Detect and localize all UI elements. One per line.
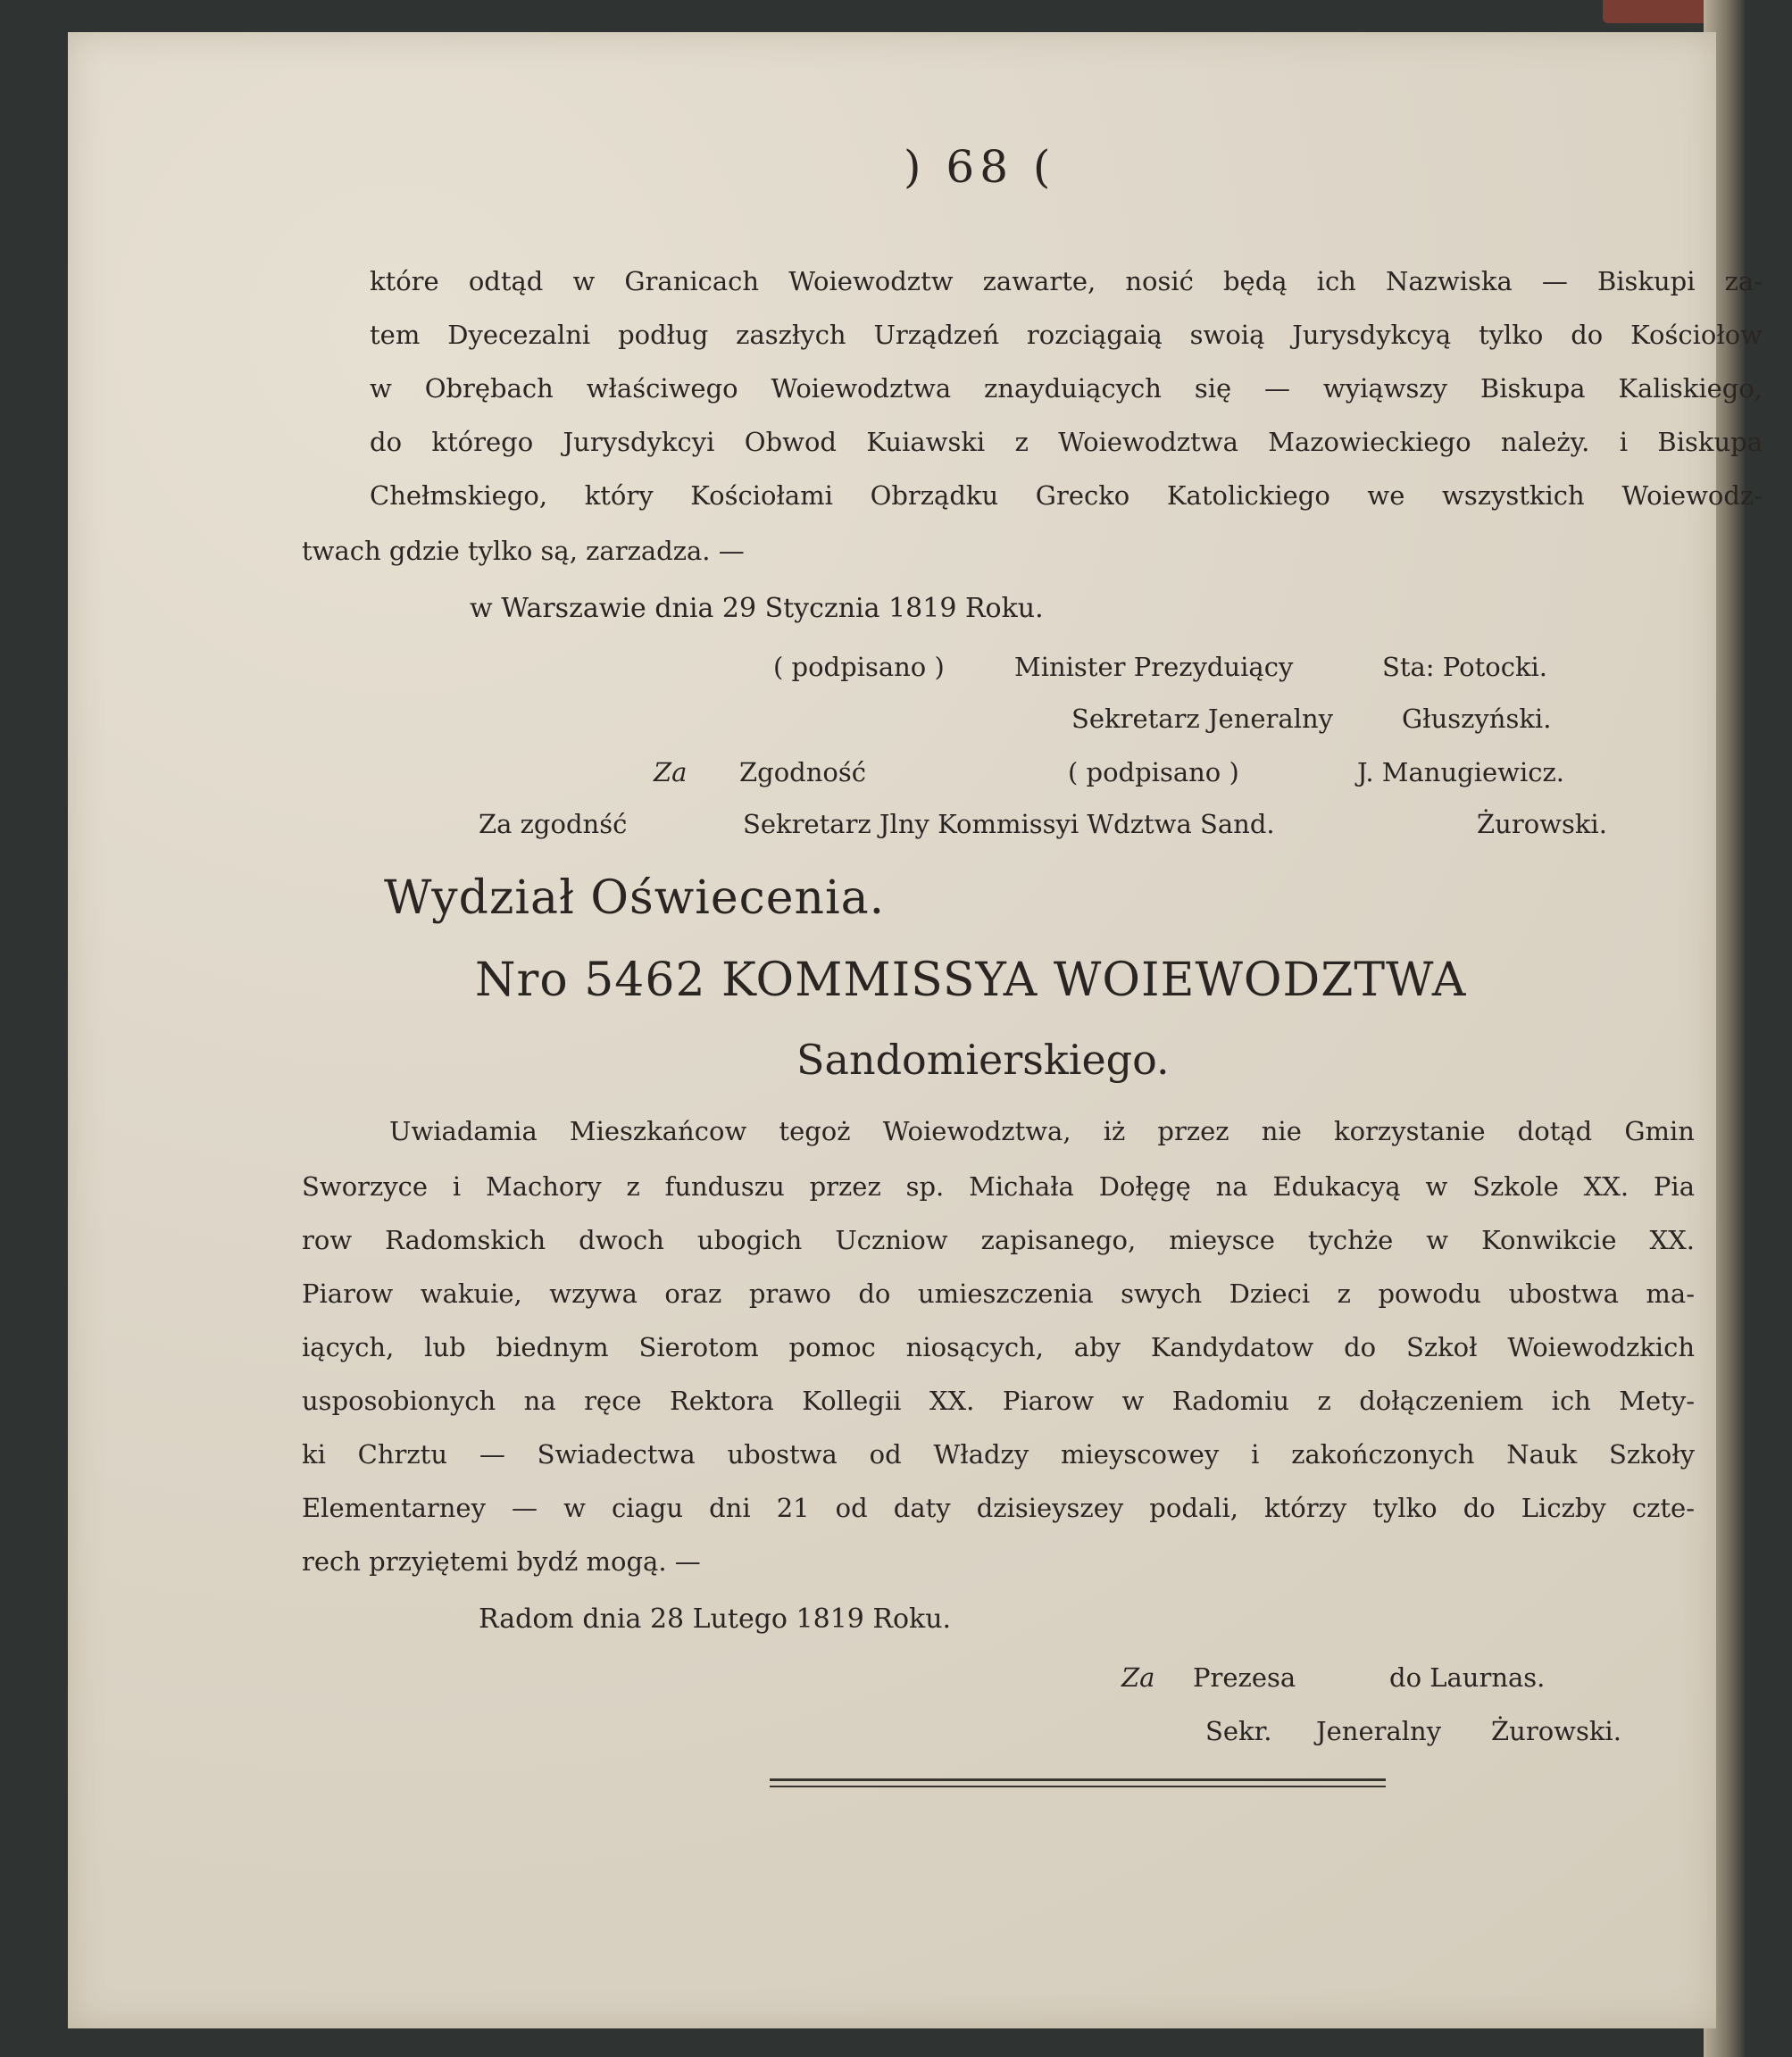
signature-name: Sta: Potocki. — [1382, 652, 1548, 682]
signature-name: do Laurnas. — [1389, 1662, 1546, 1693]
divider-rule — [770, 1786, 1386, 1787]
paragraph-line: twach gdzie tylko są, zarzadza. — — [302, 536, 745, 566]
signature-name: J. Manugiewicz. — [1357, 757, 1564, 787]
paragraph-line: rech przyiętemi bydź mogą. — — [302, 1546, 701, 1577]
paragraph-line: Piarow wakuie, wzywa oraz prawo do umieszczenia swych Dzieci z powodu ubostwa ma- — [302, 1278, 1695, 1309]
signature-title: Prezesa — [1193, 1662, 1296, 1693]
date-line: Radom dnia 28 Lutego 1819 Roku. — [479, 1603, 952, 1635]
signature-title: Jeneralny — [1316, 1716, 1442, 1746]
signature-title: Sekr. — [1205, 1716, 1272, 1746]
signature-title: Minister Prezyduiący — [1014, 652, 1294, 682]
signature-note: Zgodność — [739, 757, 866, 787]
paragraph-line: row Radomskich dwoch ubogich Uczniow zapisanego, mieysce tychże w Konwikcie XX. — [302, 1225, 1695, 1255]
signature-note: Za — [654, 757, 688, 787]
paragraph-line: Chełmskiego, który Kościołami Obrządku Grecko Katolickiego we wszystkich Woiewodz- — [370, 480, 1763, 511]
paragraph-line: w Obrębach właściwego Woiewodztwa znayduiących się — wyiąwszy Biskupa Kaliskiego, — [370, 373, 1763, 404]
signature-note: ( podpisano ) — [1068, 757, 1239, 787]
paragraph-line: Uwiadamia Mieszkańcow tegoż Woiewodztwa, iż przez nie korzystanie dotąd Gmin — [389, 1116, 1695, 1146]
binding-tab — [1603, 0, 1719, 23]
signature-title: Sekretarz Jlny Kommissyi Wdztwa Sand. — [743, 809, 1275, 839]
page-number: ) 68 ( — [904, 141, 1056, 193]
office-heading: Nro 5462 KOMMISSYA WOIEWODZTWA — [475, 954, 1467, 1007]
signature-note: Za — [1121, 1662, 1155, 1693]
paragraph-line: Elementarney — w ciagu dni 21 od daty dzisieyszey podali, którzy tylko do Liczby czte- — [302, 1493, 1695, 1523]
paragraph-line: iących, lub biednym Sierotom pomoc niosących, aby Kandydatow do Szkoł Woiewodzkich — [302, 1332, 1695, 1362]
paragraph-line: do którego Jurysdykcyi Obwod Kuiawski z Woiewodztwa Mazowieckiego należy. i Biskupa — [370, 427, 1763, 457]
divider-rule — [770, 1778, 1386, 1781]
document-page — [68, 32, 1763, 2028]
signature-title: Sekretarz Jeneralny — [1071, 704, 1334, 734]
signature-name: Żurowski. — [1477, 809, 1607, 839]
signature-note: ( podpisano ) — [773, 652, 945, 682]
signature-note: Za zgodnść — [479, 809, 628, 839]
signature-name: Głuszyński. — [1402, 704, 1552, 734]
paragraph-line: ki Chrztu — Swiadectwa ubostwa od Władzy mieyscowey i zakończonych Nauk Szkoły — [302, 1439, 1695, 1470]
paragraph-line: usposobionych na ręce Rektora Kollegii XX. Piarow w Radomiu z dołączeniem ich Mety- — [302, 1386, 1695, 1416]
paragraph-line: które odtąd w Granicach Woiewodztw zawarte, nosić będą ich Nazwiska — Biskupi za- — [370, 266, 1763, 296]
section-heading: Wydział Oświecenia. — [384, 871, 886, 925]
paragraph-line: Sworzyce i Machory z funduszu przez sp. Michała Dołęgę na Edukacyą w Szkole XX. Pia — [302, 1171, 1695, 1202]
signature-name: Żurowski. — [1491, 1716, 1621, 1746]
paragraph-line: tem Dyecezalni podług zaszłych Urządzeń rozciągaią swoią Jurysdykcyą tylko do Kościołow — [370, 320, 1763, 350]
office-subheading: Sandomierskiego. — [796, 1036, 1170, 1084]
date-line: w Warszawie dnia 29 Stycznia 1819 Roku. — [470, 593, 1044, 624]
